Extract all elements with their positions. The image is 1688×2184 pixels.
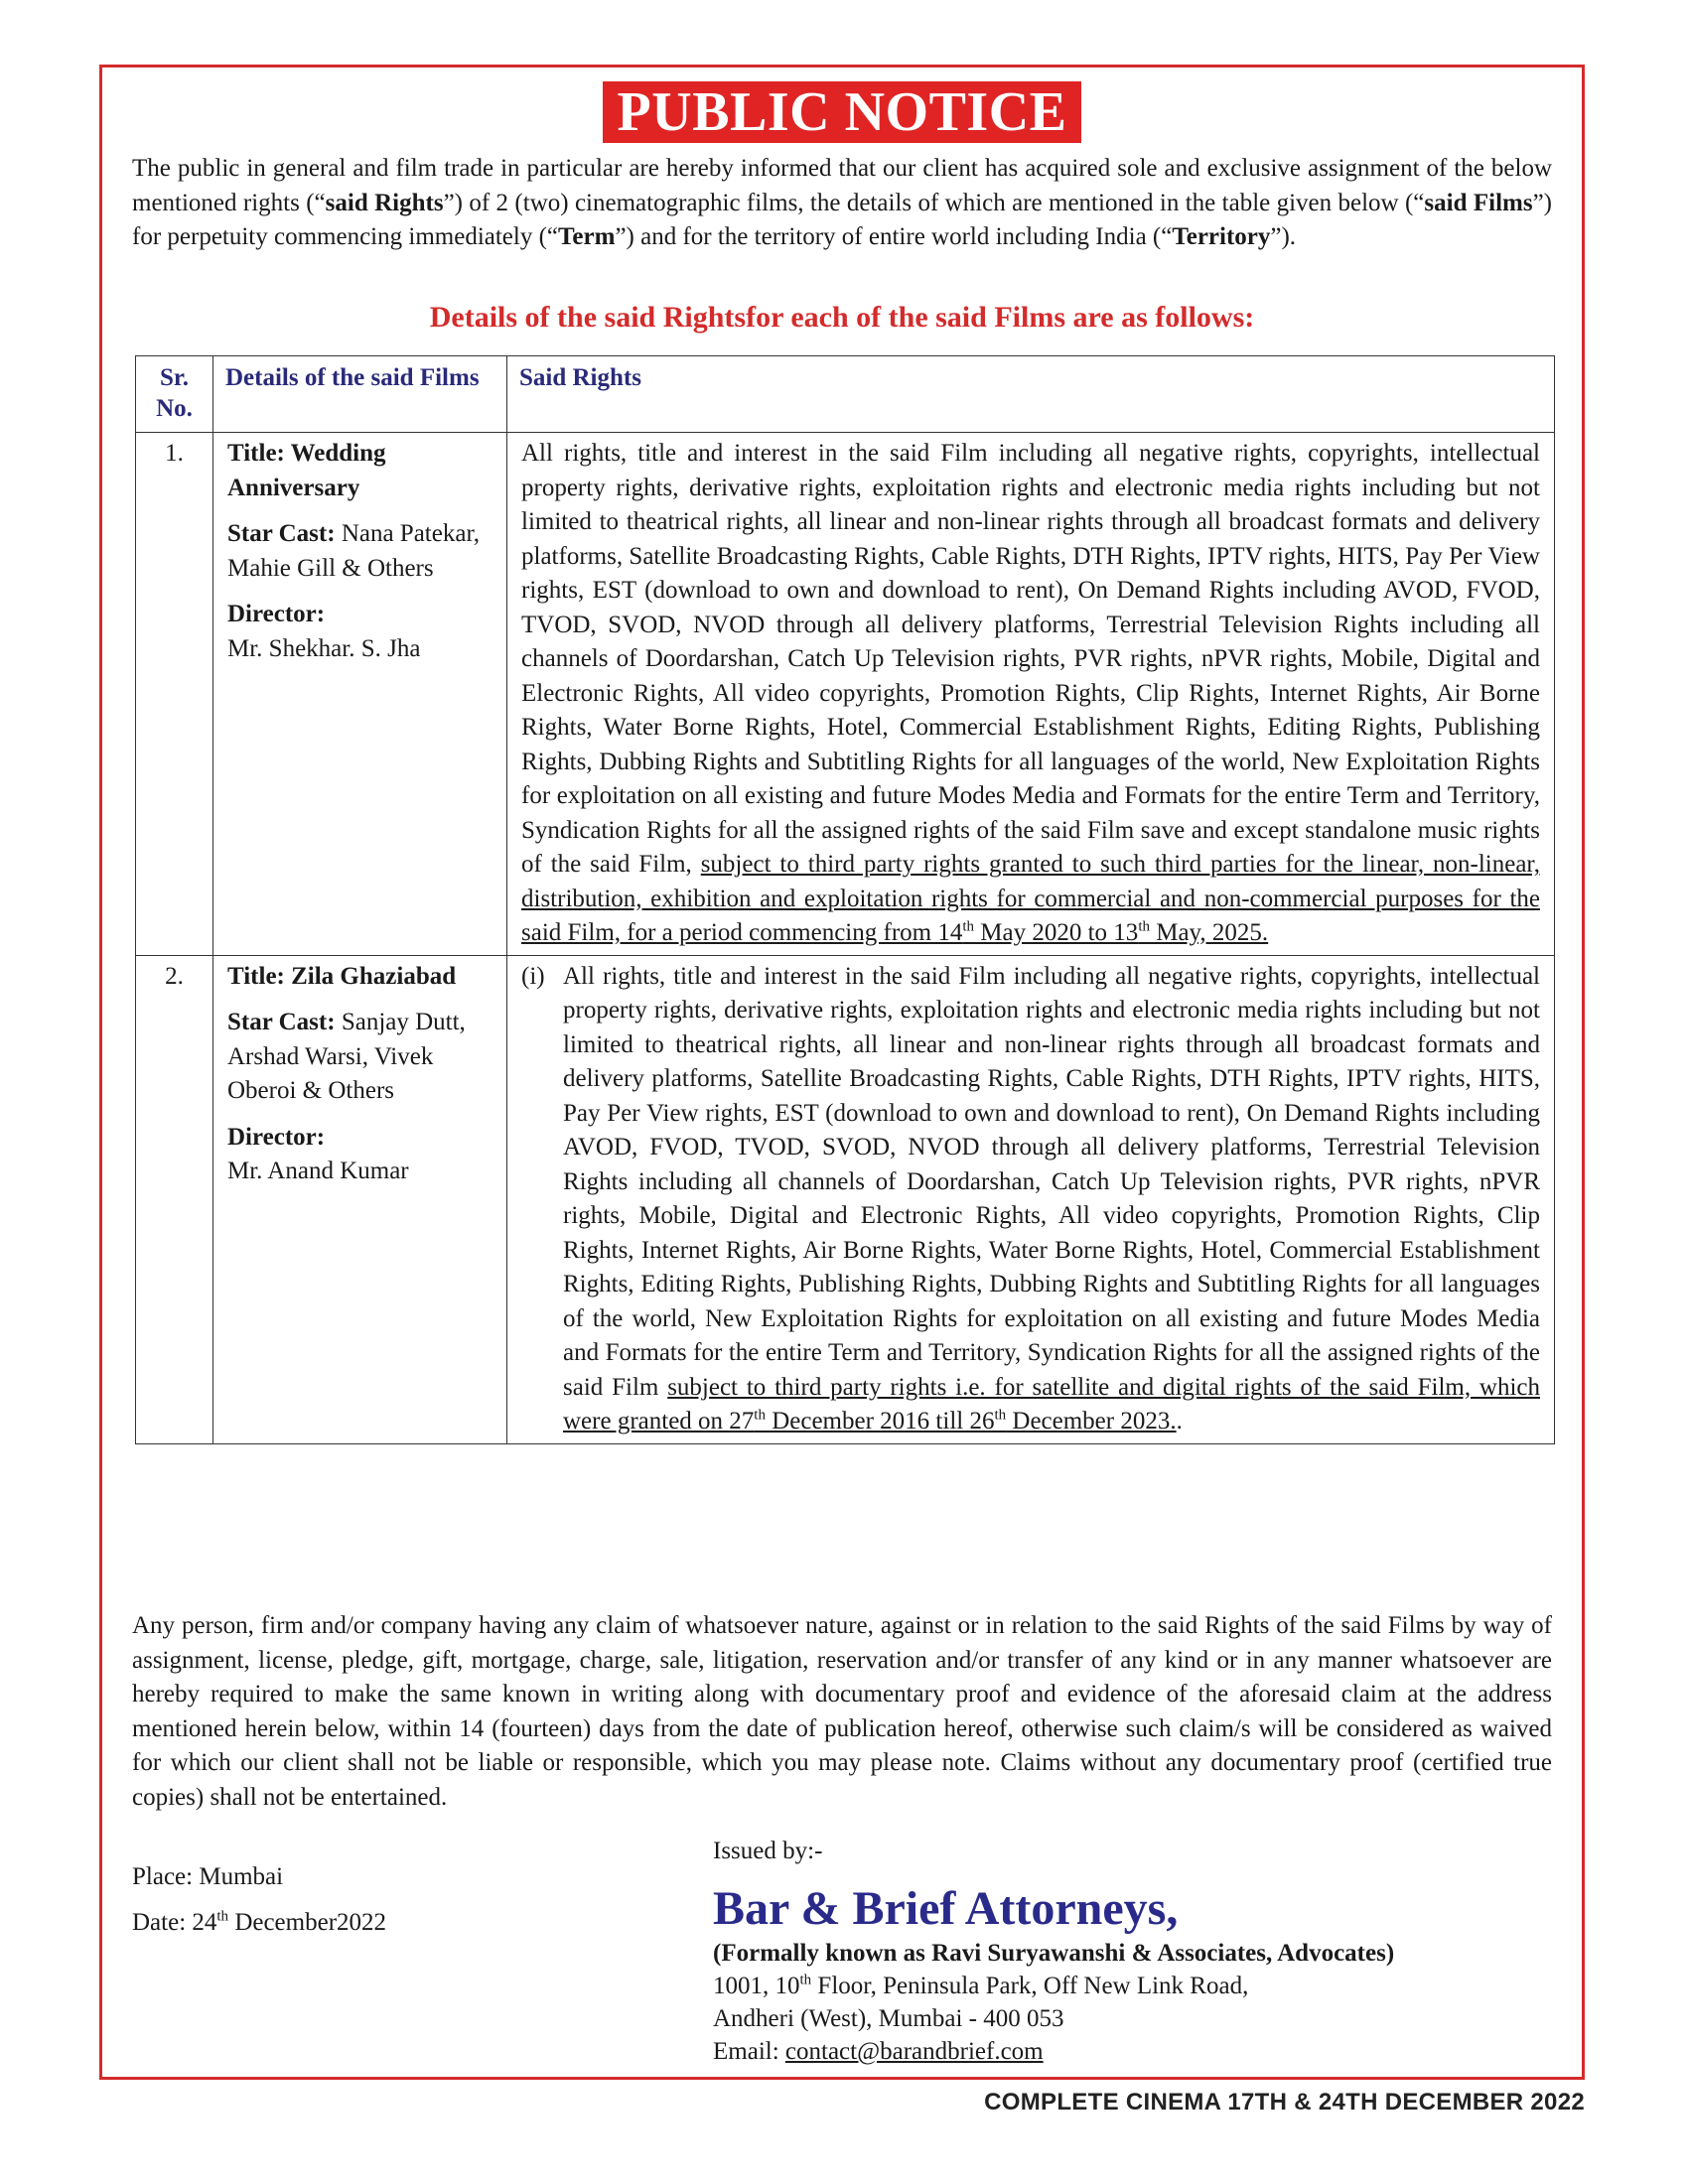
condition-sup-b: th — [1138, 918, 1150, 935]
intro-text-1: The public in general and film trade in particular are hereby informed that our client has acquired sole and exclusive assignment of the below mentioned rights (“ — [132, 155, 1552, 216]
email-link[interactable]: contact@barandbrief.com — [784, 2038, 1044, 2065]
address-part-b: Floor, Peninsula Park, Off New Link Road, — [811, 1973, 1249, 1999]
intro-paragraph — [132, 152, 1552, 255]
table-row — [136, 955, 1555, 1443]
condition-sup-b: th — [994, 1407, 1007, 1424]
trailing-period: . — [1176, 1408, 1183, 1434]
condition-part-a: subject to third party rights granted to such third parties for the linear, non-linear, distribution, exhibition and exploitation rights for commercial and non-commercial purposes for the said Film, for a period commencing from 14 — [521, 851, 1540, 946]
header-said-rights: Said Rights — [507, 356, 1555, 433]
rights-condition — [563, 1374, 1540, 1435]
row-sr-no: 1. — [136, 433, 213, 956]
film-star-cast — [227, 517, 492, 586]
row-sr-no: 2. — [136, 955, 213, 1443]
star-cast-names: Nana Patekar, Mahie Gill & Others — [227, 520, 481, 582]
intro-text-2: ”) of 2 (two) cinematographic films, the details of which are mentioned in the table given below (“ — [443, 189, 1425, 216]
firm-name: Bar & Brief Attorneys, — [713, 1882, 1179, 1935]
rights-text: All rights, title and interest in the said Film including all negative rights, copyrights, intellectual property rights, derivative rights, exploitation rights and electronic media rights including but not limited to theatrical rights, all linear and non-linear rights through all broadcast formats and delivery platforms, Satellite Broadcasting Rights, Cable Rights, DTH Rights, IPTV rights, HITS, Pay Per View rights, EST (download to own and download to rent), On Demand Rights including AVOD, FVOD, TVOD, SVOD, NVOD through all delivery platforms, Terrestrial Television Rights including all channels of Doordarshan, Catch Up Television rights, PVR rights, nPVR rights, Mobile, Digital and Electronic Rights, All video copyrights, Promotion Rights, Clip Rights, Internet Rights, Air Borne Rights, Water Borne Rights, Hotel, Commercial Establishment Rights, Editing Rights, Publishing Rights, Dubbing Rights and Subtitling Rights for all languages of the world, New Exploitation Rights for exploitation on all existing and future Modes Media and Formats for the entire Term and Territory, Syndication Rights for all the assigned rights of the said Film — [563, 962, 1540, 1401]
formerly-known-as: (Formally known as Ravi Suryawanshi & Associates, Advocates) — [713, 1940, 1395, 1967]
film-star-cast — [227, 1006, 492, 1109]
place: Place: Mumbai — [132, 1863, 284, 1890]
intro-text-5: ”). — [1270, 223, 1297, 250]
rights-text: All rights, title and interest in the said Film including all negative rights, copyrights, intellectual property rights, derivative rights, exploitation rights and electronic media rights including but not limited to theatrical rights, all linear and non-linear rights through all broadcast formats and delivery platforms, Satellite Broadcasting Rights, Cable Rights, DTH Rights, IPTV rights, HITS, Pay Per View rights, EST (download to own and download to rent), On Demand Rights including AVOD, FVOD, TVOD, SVOD, NVOD through all delivery platforms, Terrestrial Television Rights including all channels of Doordarshan, Catch Up Television rights, PVR rights, nPVR rights, Mobile, Digital and Electronic Rights, All video copyrights, Promotion Rights, Clip Rights, Internet Rights, Air Borne Rights, Water Borne Rights, Hotel, Commercial Establishment Rights, Editing Rights, Publishing Rights, Dubbing Rights and Subtitling Rights for all languages of the world, New Exploitation Rights for exploitation on all existing and future Modes Media and Formats for the entire Term and Territory, Syndication Rights for all the assigned rights of the said Film save and except standalone music rights of the said Film, — [521, 440, 1540, 878]
title-wrap — [102, 81, 1582, 143]
intro-text-4: ”) and for the territory of entire world including India (“ — [615, 223, 1173, 250]
address-sup: th — [799, 1972, 812, 1988]
header-film-details: Details of the said Films — [213, 356, 507, 433]
rights-table — [135, 355, 1555, 1444]
condition-part-c: December 2023. — [1006, 1408, 1177, 1434]
intro-territory: Territory — [1172, 223, 1271, 250]
film-director — [227, 1121, 492, 1189]
email-line — [713, 2035, 1394, 2068]
star-cast-names: Sanjay Dutt, Arshad Warsi, Vivek Oberoi & Others — [227, 1009, 466, 1104]
director-label: Director: — [227, 1123, 326, 1151]
header-sr-no: Sr. No. — [136, 356, 213, 433]
publication-footer: COMPLETE CINEMA 17TH & 24TH DECEMBER 2022 — [984, 2089, 1585, 2116]
rights-description — [507, 955, 1555, 1443]
film-details-cell — [213, 433, 507, 956]
intro-said-rights: said Rights — [325, 189, 444, 216]
director-name: Mr. Anand Kumar — [227, 1158, 409, 1184]
notice-frame — [99, 65, 1585, 2080]
star-cast-label: Star Cast: — [227, 520, 336, 547]
date-sup: th — [216, 1908, 229, 1925]
condition-part-b: December 2016 till 26 — [765, 1408, 995, 1434]
table-row — [136, 433, 1555, 956]
condition-part-c: May, 2025. — [1149, 919, 1269, 946]
intro-term: Term — [558, 223, 616, 250]
table-header-row — [136, 356, 1555, 433]
date-prefix: Date: 24 — [132, 1909, 217, 1936]
director-label: Director: — [227, 601, 326, 627]
condition-sup-a: th — [962, 918, 975, 935]
item-number: (i) — [521, 962, 545, 990]
issuer-block — [713, 1835, 1394, 2068]
address-line-2: Andheri (West), Mumbai - 400 053 — [713, 2005, 1064, 2032]
rights-description — [507, 433, 1555, 956]
place-date-block — [132, 1854, 386, 1946]
table-subheading: Details of the said Rightsfor each of the said Films are as follows: — [429, 301, 1255, 334]
condition-part-a: subject to third party rights i.e. for satellite and digital rights of the said Film, which were granted on 27 — [563, 1373, 1541, 1434]
intro-said-films: said Films — [1424, 189, 1533, 216]
film-director — [227, 598, 492, 666]
condition-part-b: May 2020 to 13 — [974, 919, 1139, 946]
date — [132, 1900, 386, 1946]
film-title: Title: Zila Ghaziabad — [227, 962, 457, 990]
email-label: Email: — [713, 2038, 785, 2065]
director-name: Mr. Shekhar. S. Jha — [227, 634, 421, 662]
star-cast-label: Star Cast: — [227, 1009, 336, 1035]
claims-paragraph: Any person, firm and/or company having any claim of whatsoever nature, against or in relation to the said Rights of the said Films by way of assignment, license, pledge, gift, mortgage, charge, sale, litigation, reservation and/or transfer of any kind or in any manner whatsoever are hereby required to make the same known in writing along with documentary proof and evidence of the aforesaid claim at the address mentioned herein below, within 14 (fourteen) days from the date of publication hereof, otherwise such claim/s will be considered as waived for which our client shall not be liable or responsible, which you may please note. Claims without any documentary proof (certified true copies) shall not be entertained. — [132, 1612, 1552, 1811]
condition-sup-a: th — [754, 1407, 766, 1424]
intro-text-3: ”) for perpetuity commencing immediately (“ — [132, 189, 1552, 250]
address-line-1 — [713, 1970, 1394, 2002]
address-part-a: 1001, 10 — [713, 1973, 800, 1999]
date-suffix: December2022 — [228, 1909, 387, 1936]
notice-title: PUBLIC NOTICE — [603, 81, 1080, 143]
film-details-cell — [213, 955, 507, 1443]
issued-by-label: Issued by:- — [713, 1838, 823, 1864]
film-title: Title: Wedding Anniversary — [227, 440, 386, 501]
